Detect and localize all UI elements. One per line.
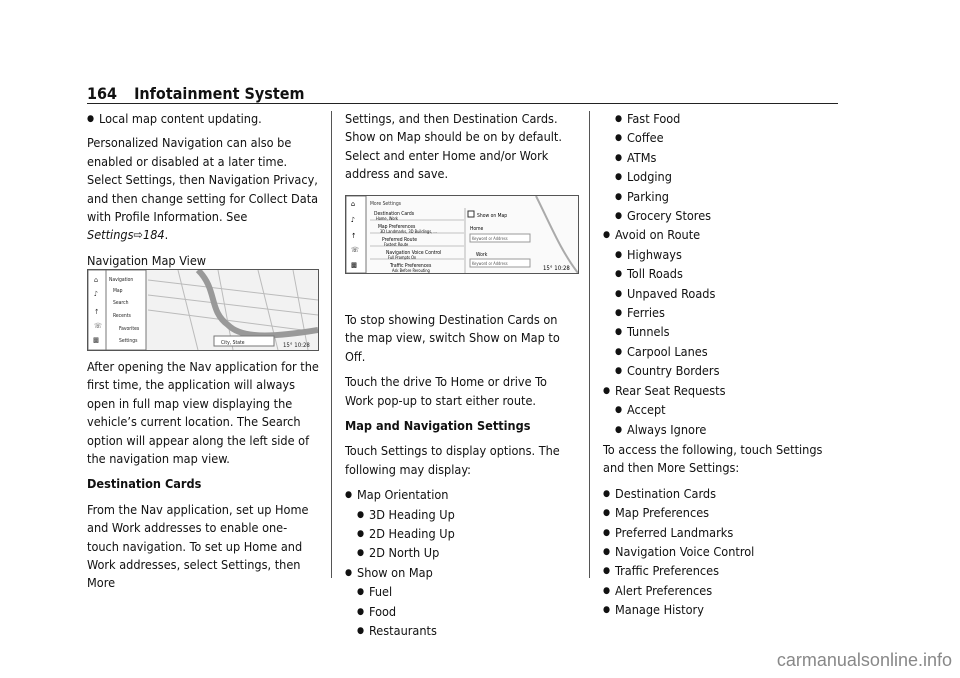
more-settings-figure bbox=[345, 195, 579, 274]
nav-map-figure bbox=[87, 269, 319, 351]
destination-settings-paragraph: Settings, and then Destination Cards. Show on Map should be on by default. Select and enter Home and/or Work address and save. bbox=[345, 111, 562, 182]
page-header bbox=[87, 84, 316, 103]
bullet-fuel: ● Fuel bbox=[345, 583, 577, 601]
menu-favorites: Favorites bbox=[119, 326, 140, 332]
svg-text:Keyword or Address: Keyword or Address bbox=[472, 236, 508, 241]
svg-text:☏: ☏ bbox=[351, 246, 359, 254]
bullet-toll-roads: ● Toll Roads bbox=[603, 265, 835, 283]
ref-arrow-icon: ⇨ bbox=[133, 227, 143, 243]
column-2 bbox=[345, 110, 577, 191]
svg-text:Home, Work: Home, Work bbox=[376, 216, 399, 221]
item-voice-control: Navigation Voice Control bbox=[386, 250, 442, 256]
settings-options-paragraph: Touch Settings to display options. The following may display: bbox=[345, 443, 560, 477]
item-traffic-preferences: Traffic Preferences bbox=[390, 263, 432, 269]
bullet-parking: ● Parking bbox=[603, 188, 835, 206]
bullet-rear-seat-requests: ● Rear Seat Requests bbox=[603, 382, 835, 400]
menu-recents: Recents bbox=[113, 313, 131, 319]
bullet-traffic-preferences: ● Traffic Preferences bbox=[603, 562, 835, 580]
svg-text:☏: ☏ bbox=[94, 322, 102, 330]
menu-settings: Settings bbox=[119, 338, 138, 344]
svg-text:Full Prompts On: Full Prompts On bbox=[388, 255, 417, 260]
column-3 bbox=[603, 110, 835, 621]
bullet-manage-history: ● Manage History bbox=[603, 601, 835, 619]
bullet-2d-north-up: ● 2D North Up bbox=[345, 544, 577, 562]
svg-text:Fastest Route: Fastest Route bbox=[384, 242, 409, 247]
column-1 bbox=[87, 110, 319, 277]
watermark: carmanualsonline.info bbox=[776, 650, 952, 670]
column-divider-2 bbox=[589, 111, 590, 578]
bullet-3d-heading-up: ● 3D Heading Up bbox=[345, 506, 577, 524]
bullet-avoid-on-route: ● Avoid on Route bbox=[603, 226, 835, 244]
bullet-grocery-stores: ● Grocery Stores bbox=[603, 207, 835, 225]
menu-search: Search bbox=[113, 300, 129, 306]
settings-page-ref[interactable]: 184 bbox=[142, 227, 165, 243]
svg-text:▩: ▩ bbox=[351, 261, 357, 269]
nav-open-paragraph: After opening the Nav application for the first time, the application will always open in full map view displaying the vehicle’s current location. The Search option will appear along the left side of the navigation map view. bbox=[87, 359, 319, 467]
svg-text:▩: ▩ bbox=[93, 336, 99, 344]
more-settings-illustration bbox=[346, 196, 578, 273]
bullet-nav-voice-control: ● Navigation Voice Control bbox=[603, 543, 835, 561]
column-1-lower bbox=[87, 358, 319, 600]
bullet-carpool-lanes: ● Carpool Lanes bbox=[603, 343, 835, 361]
bullet-map-preferences: ● Map Preferences bbox=[603, 504, 835, 522]
map-nav-settings-heading: Map and Navigation Settings bbox=[345, 418, 531, 434]
more-settings-title: More Settings bbox=[370, 201, 402, 207]
item-preferred-route: Preferred Route bbox=[382, 237, 418, 243]
svg-text:⌂: ⌂ bbox=[351, 200, 355, 208]
nav-map-view-heading: Navigation Map View bbox=[87, 252, 207, 268]
svg-text:Ask Before Rerouting: Ask Before Rerouting bbox=[392, 268, 430, 273]
svg-text:♪: ♪ bbox=[351, 216, 356, 224]
bullet-show-on-map: ● Show on Map bbox=[345, 564, 577, 582]
map-time: 15° 10:28 bbox=[283, 342, 310, 349]
bullet-food: ● Food bbox=[345, 603, 577, 621]
drive-popup-paragraph: Touch the drive To Home or drive To Work pop-up to start either route. bbox=[345, 374, 547, 408]
personalized-nav-paragraph: Personalized Navigation can also be enabled or disabled at a later time. Select Settings, then Navigation Privacy, and then change setting for Collect Data with Profile Information. See Settings⇨184. bbox=[87, 135, 319, 243]
bullet-lodging: ● Lodging bbox=[603, 168, 835, 186]
svg-text:↑: ↑ bbox=[351, 232, 357, 240]
svg-text:⌂: ⌂ bbox=[94, 276, 98, 284]
menu-navigation: Navigation bbox=[109, 277, 134, 283]
bullet-destination-cards: ● Destination Cards bbox=[603, 485, 835, 503]
header-rule bbox=[87, 103, 838, 104]
svg-text:3D Landmarks, 3D Buildings, ..: 3D Landmarks, 3D Buildings, ... bbox=[380, 229, 437, 234]
item-map-preferences: Map Preferences bbox=[378, 224, 416, 230]
column-divider-1 bbox=[331, 111, 332, 578]
work-label: Work bbox=[476, 252, 488, 258]
settings-ref[interactable]: Settings bbox=[87, 227, 134, 243]
bullet-ferries: ● Ferries bbox=[603, 304, 835, 322]
settings-time: 15° 10:28 bbox=[543, 265, 570, 272]
destination-cards-heading: Destination Cards bbox=[87, 476, 202, 492]
column-2-lower bbox=[345, 311, 577, 642]
menu-map: Map bbox=[113, 288, 123, 294]
svg-text:↑: ↑ bbox=[94, 308, 100, 316]
svg-text:Keyword or Address: Keyword or Address bbox=[472, 261, 508, 266]
svg-text:♪: ♪ bbox=[94, 290, 99, 298]
bullet-tunnels: ● Tunnels bbox=[603, 323, 835, 341]
bullet-always-ignore: ● Always Ignore bbox=[603, 421, 835, 439]
bullet-local-map: ● Local map content updating. bbox=[87, 110, 319, 128]
bullet-map-orientation: ● Map Orientation bbox=[345, 486, 577, 504]
more-settings-paragraph: To access the following, touch Settings and then More Settings: bbox=[603, 441, 823, 476]
bullet-2d-heading-up: ● 2D Heading Up bbox=[345, 525, 577, 543]
bullet-fast-food: ● Fast Food bbox=[603, 110, 835, 128]
show-on-map-toggle: Show on Map bbox=[477, 213, 508, 219]
nav-map-illustration bbox=[88, 270, 318, 350]
map-status: City, State bbox=[221, 340, 245, 346]
item-destination-cards: Destination Cards bbox=[374, 211, 415, 217]
destination-setup-paragraph: From the Nav application, set up Home and Work addresses to enable one-touch navigation. To set up Home and Work addresses, select Settings, then More bbox=[87, 501, 309, 591]
stop-showing-paragraph: To stop showing Destination Cards on the map view, switch Show on Map to Off. bbox=[345, 312, 560, 364]
home-label: Home bbox=[470, 226, 484, 232]
bullet-atms: ● ATMs bbox=[603, 149, 835, 167]
bullet-preferred-landmarks: ● Preferred Landmarks bbox=[603, 524, 835, 542]
bullet-unpaved-roads: ● Unpaved Roads bbox=[603, 285, 835, 303]
page-title: Infotainment System bbox=[134, 84, 305, 103]
bullet-country-borders: ● Country Borders bbox=[603, 362, 835, 380]
bullet-restaurants: ● Restaurants bbox=[345, 622, 577, 640]
bullet-coffee: ● Coffee bbox=[603, 129, 835, 147]
bullet-accept: ● Accept bbox=[603, 401, 835, 419]
bullet-highways: ● Highways bbox=[603, 246, 835, 264]
page-number: 164 bbox=[87, 84, 118, 103]
bullet-alert-preferences: ● Alert Preferences bbox=[603, 582, 835, 600]
